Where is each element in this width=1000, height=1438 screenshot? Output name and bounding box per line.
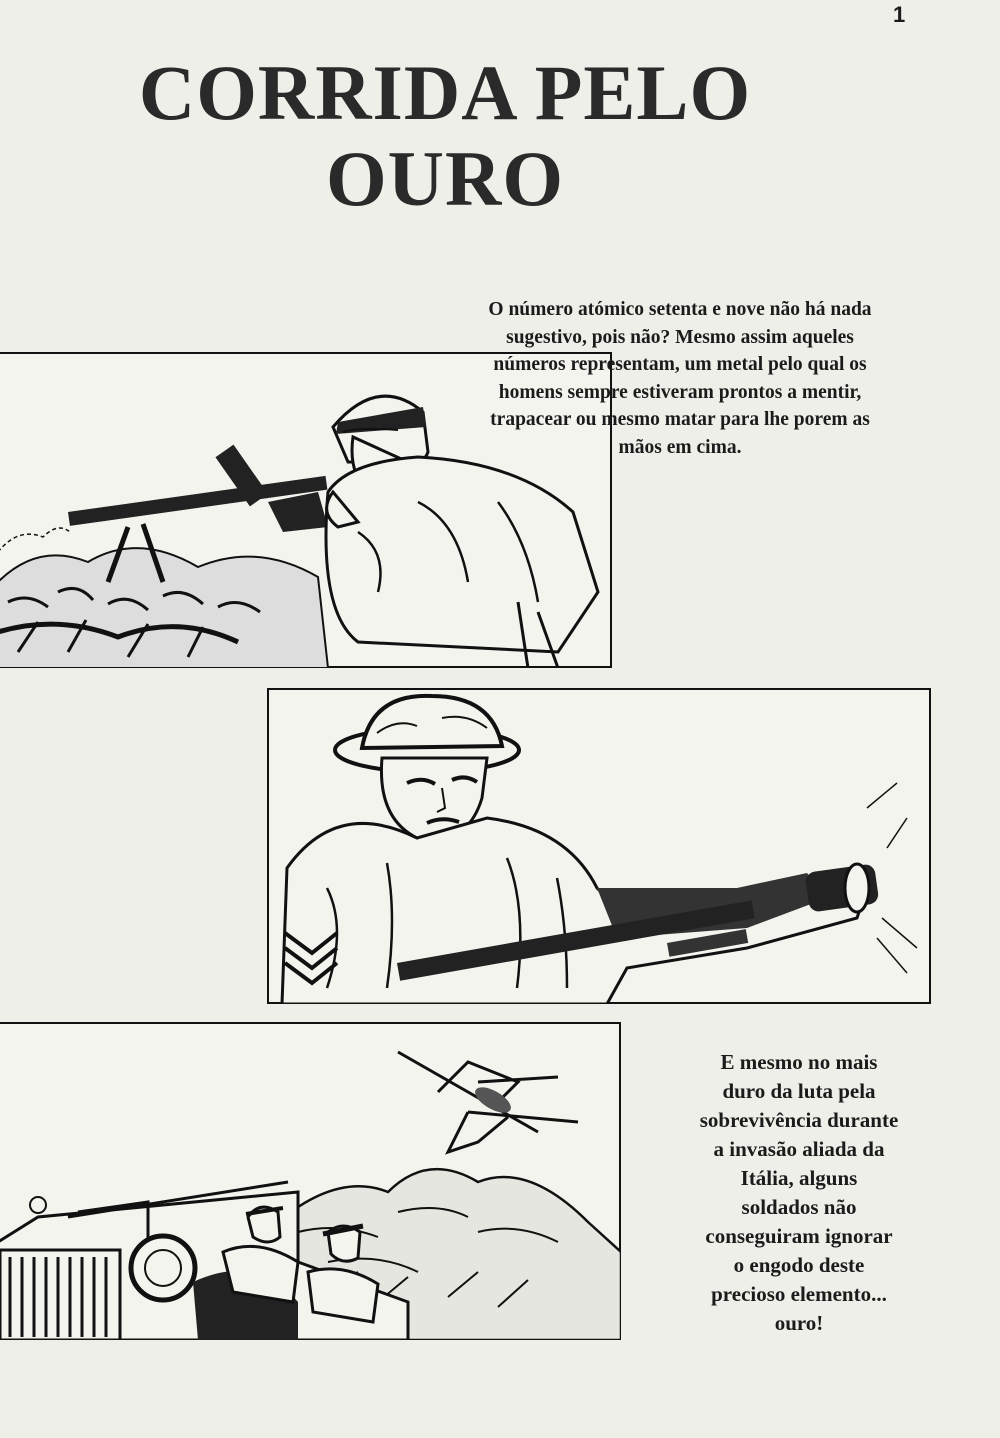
- intro-caption: [415, 296, 945, 461]
- story-title-line-1: CORRIDA PELO: [138, 49, 752, 136]
- page-number: 1: [893, 2, 906, 27]
- comic-panel-2: [267, 688, 931, 1004]
- closing-caption-line: o engodo deste: [733, 1253, 865, 1277]
- story-title: [60, 50, 830, 222]
- closing-caption-line: E mesmo no mais: [720, 1050, 878, 1074]
- closing-caption-line: a invasão aliada da: [713, 1137, 885, 1161]
- closing-caption: [668, 1048, 930, 1338]
- closing-caption-line: soldados não: [741, 1195, 857, 1219]
- intro-caption-line: homens sempre estiveram prontos a mentir,: [498, 381, 862, 403]
- intro-caption-line: O número atómico setenta e nove não há nada: [488, 299, 872, 320]
- intro-caption-line: trapacear ou mesmo matar para lhe porem as: [490, 409, 870, 430]
- closing-caption-line: ouro!: [774, 1311, 824, 1335]
- closing-caption-line: precioso elemento...: [711, 1282, 887, 1306]
- sergeant-illustration: [267, 688, 931, 1004]
- story-title-line-2: OURO: [326, 135, 564, 222]
- intro-caption-line: mãos em cima.: [618, 436, 742, 458]
- comic-panel-3: [0, 1022, 621, 1340]
- intro-caption-line: sugestivo, pois não? Mesmo assim aqueles: [506, 326, 854, 348]
- intro-caption-line: números representam, um metal pelo qual os: [493, 354, 867, 375]
- vehicle-and-aircraft-illustration: [0, 1022, 621, 1340]
- closing-caption-line: conseguiram ignorar: [705, 1224, 893, 1248]
- closing-caption-line: sobrevivência durante: [699, 1108, 899, 1132]
- closing-caption-line: Itália, alguns: [740, 1166, 858, 1190]
- closing-caption-line: duro da luta pela: [722, 1079, 876, 1103]
